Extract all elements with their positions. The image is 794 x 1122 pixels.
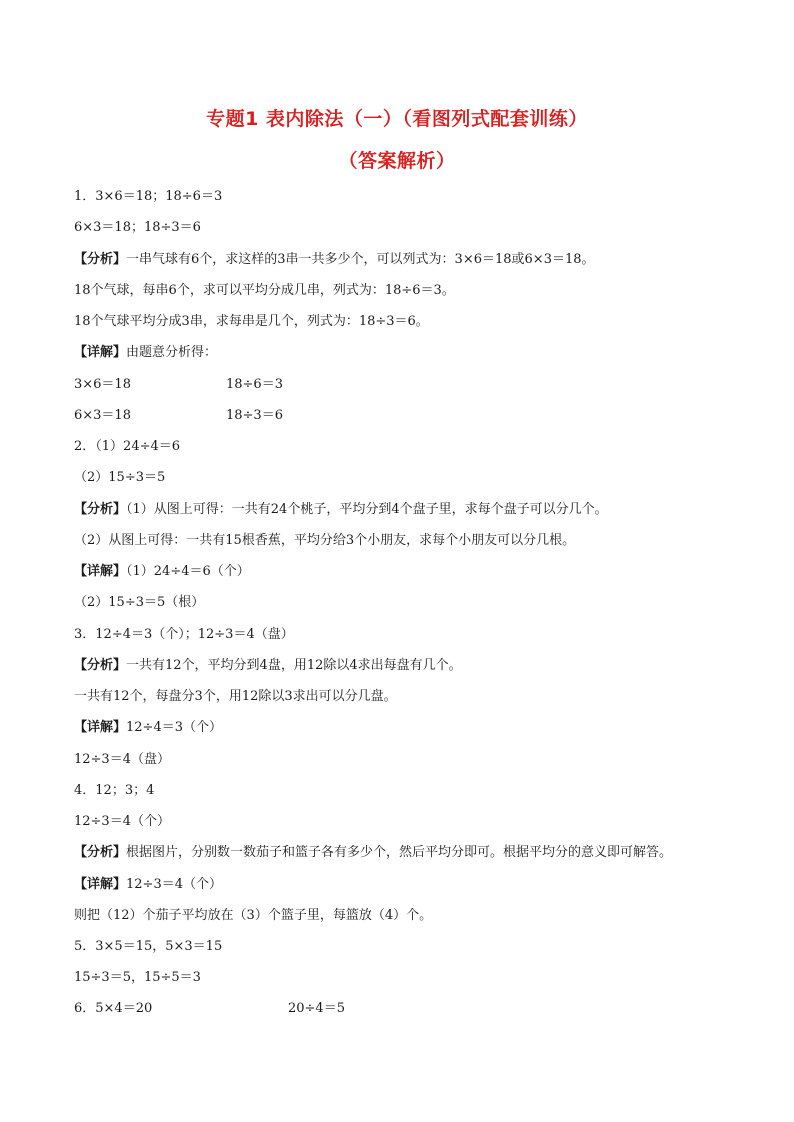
- answer-line: [74, 814, 170, 830]
- line-text: 6×3＝18；18÷3＝6: [74, 220, 201, 235]
- line-text: （2）15÷3＝5: [74, 470, 166, 485]
- line-text: 一共有12个，每盘分3个，用12除以3求出可以分几盘。: [74, 689, 397, 704]
- document-subtitle: （答案解析）: [338, 150, 456, 172]
- line-text: 18个气球，每串6个，求可以平均分成几串，列式为：18÷6＝3。: [74, 283, 455, 298]
- detail-line: [74, 595, 204, 611]
- line-text: 则把（12）个茄子平均放在（3）个篮子里，每篮放（4）个。: [74, 908, 433, 923]
- line-text: 12÷3＝4（个）: [74, 814, 170, 829]
- line-text: （1）24÷4＝6（个）: [126, 564, 250, 579]
- section-tag: 【分析】: [74, 845, 127, 860]
- section-tag: 【详解】: [74, 877, 127, 892]
- document-title: 专题1 表内除法（一）（看图列式配套训练）: [206, 108, 588, 130]
- answer-line: [74, 939, 222, 955]
- answer-line: [74, 1001, 345, 1017]
- line-text: 1．3×6＝18；18÷6＝3: [74, 189, 223, 204]
- line-text: 一共有12个，平均分到4盘，用12除以4求出每盘有几个。: [126, 658, 462, 673]
- answer-line: [74, 627, 294, 643]
- analysis-line: [74, 502, 608, 518]
- line-text: （2）15÷3＝5（根）: [74, 595, 205, 610]
- detail-line: [74, 564, 250, 580]
- detail-line: [74, 377, 283, 393]
- answer-line: [74, 220, 201, 236]
- detail-line: [74, 908, 432, 924]
- detail-line: [74, 345, 217, 361]
- answer-line: [74, 189, 222, 205]
- analysis-line: [74, 283, 455, 299]
- answer-line: [74, 970, 201, 986]
- line-text: 根据图片，分别数一数茄子和篮子各有多少个，然后平均分即可。根据平均分的意义即可解答。: [126, 845, 673, 860]
- line-text: 12÷3＝4（盘）: [74, 752, 170, 767]
- section-tag: 【分析】: [74, 658, 127, 673]
- line-text-col2: 20÷4＝5: [288, 1001, 345, 1016]
- section-tag: 【详解】: [74, 345, 127, 360]
- line-text: 4．12；3；4: [74, 783, 155, 798]
- answer-line: [74, 439, 180, 455]
- line-text: 18个气球平均分成3串，求每串是几个，列式为：18÷3＝6。: [74, 314, 429, 329]
- analysis-line: [74, 252, 595, 268]
- section-tag: 【详解】: [74, 564, 127, 579]
- line-text: 12÷4＝3（个）: [126, 720, 222, 735]
- line-text-col2: 18÷3＝6: [226, 408, 283, 423]
- line-text: （1）从图上可得：一共有24个桃子，平均分到4个盘子里，求每个盘子可以分几个。: [126, 502, 608, 517]
- detail-line: [74, 408, 283, 424]
- line-text: 由题意分析得：: [126, 345, 218, 360]
- line-text: 3×6＝18: [74, 377, 131, 392]
- line-text-col2: 18÷6＝3: [226, 377, 283, 392]
- detail-line: [74, 720, 222, 736]
- section-tag: 【分析】: [74, 252, 127, 267]
- line-text: 2．（1）24÷4＝6: [74, 439, 181, 454]
- analysis-line: [74, 314, 429, 330]
- analysis-line: [74, 533, 575, 549]
- answer-line: [74, 470, 165, 486]
- section-tag: 【详解】: [74, 720, 127, 735]
- detail-line: [74, 752, 170, 768]
- line-text: 12÷3＝4（个）: [126, 877, 222, 892]
- analysis-line: [74, 845, 672, 861]
- line-text: 6．5×4＝20: [74, 1001, 153, 1016]
- line-text: 3．12÷4＝3（个）；12÷3＝4（盘）: [74, 627, 294, 642]
- detail-line: [74, 877, 222, 893]
- line-text: 6×3＝18: [74, 408, 131, 423]
- analysis-line: [74, 689, 397, 705]
- analysis-line: [74, 658, 462, 674]
- section-tag: 【分析】: [74, 502, 127, 517]
- answer-line: [74, 783, 154, 799]
- line-text: 5．3×5＝15，5×3＝15: [74, 939, 223, 954]
- line-text: （2）从图上可得：一共有15根香蕉，平均分给3个小朋友，求每个小朋友可以分几根。: [74, 533, 576, 548]
- line-text: 一串气球有6个，求这样的3串一共多少个，可以列式为：3×6＝18或6×3＝18。: [126, 252, 595, 267]
- line-text: 15÷3＝5，15÷5＝3: [74, 970, 201, 985]
